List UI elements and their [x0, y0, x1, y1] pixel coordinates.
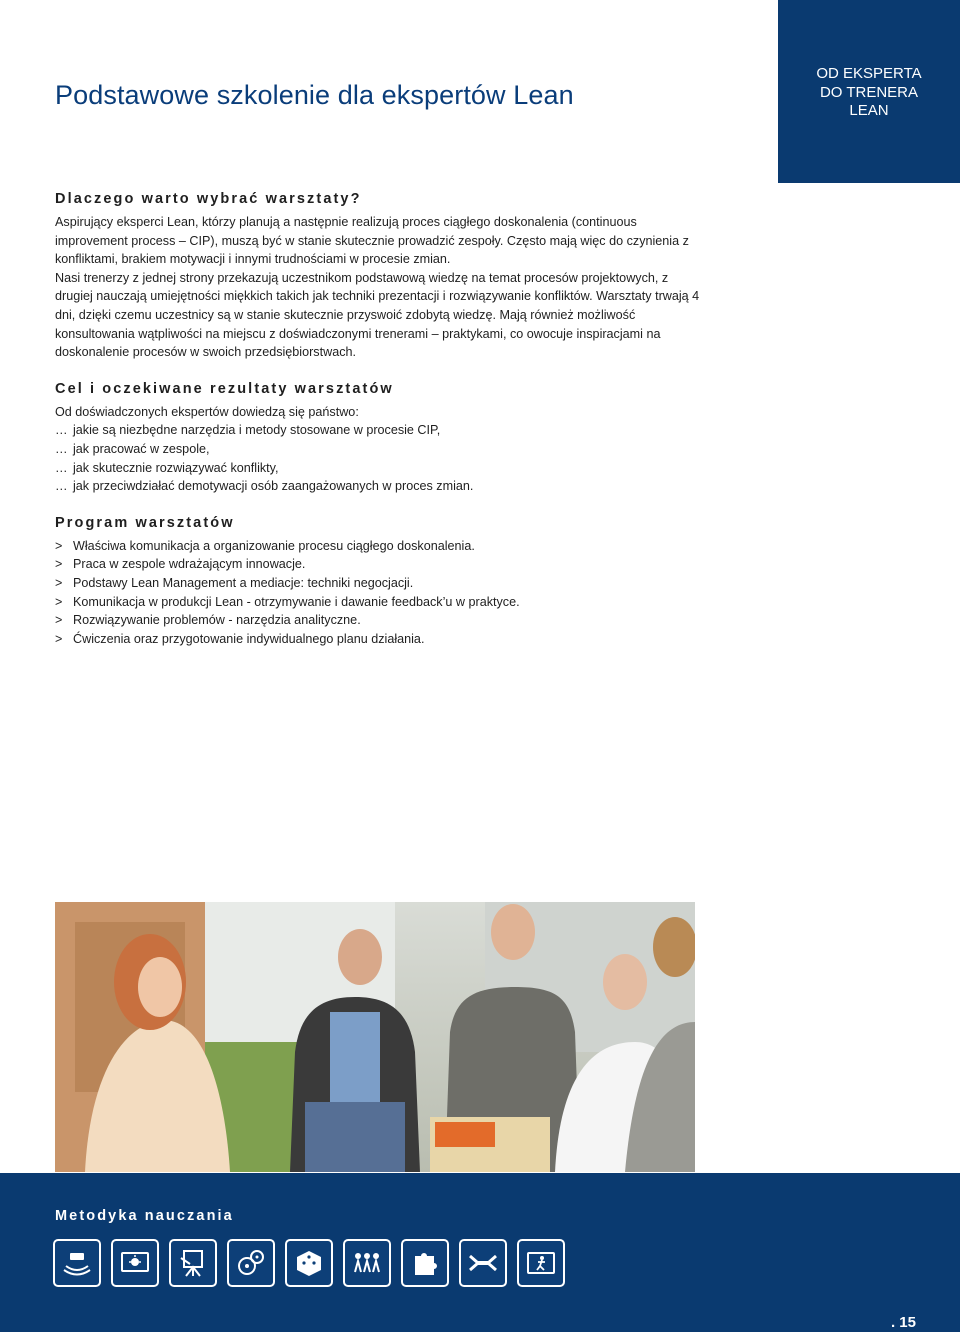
list-item: … jakie są niezbędne narzędzia i metody stosowane w procesie CIP, — [55, 421, 703, 440]
program-section — [55, 514, 703, 649]
puzzle-icon — [401, 1239, 449, 1287]
list-item: > Ćwiczenia oraz przygotowanie indywidualnego planu działania. — [55, 630, 703, 649]
list-item: … jak przeciwdziałać demotywacji osób zaangażowanych w proces zmian. — [55, 477, 703, 496]
goals-intro: Od doświadczonych ekspertów dowiedzą się państwo: — [55, 404, 359, 419]
exercise-icon — [517, 1239, 565, 1287]
goals-section — [55, 380, 703, 496]
program-heading: Program warsztatów — [55, 514, 235, 531]
methodology-icons — [53, 1239, 565, 1287]
group-icon — [343, 1239, 391, 1287]
section-tag-line-2: DO TRENERA — [819, 83, 919, 101]
section-tag-line-3: LEAN — [849, 102, 889, 119]
why-paragraph-2: Nasi trenerzy z jednej strony przekazują uczestnikom podstawową wiedzę na temat procesów projektowych, z drugiej nauczają umiejętności miękkich takich jak techniki prezentacji i rozwiązywanie konfliktów. Warsztaty trwają 4 dni, dzięki czemu uczestnicy są w stanie skutecznie przyswoić zdobytą wiedzę. Mają również możliwość konsultowania wątpliwości na miejscu z doświadczonymi trenerami – praktykami, co owocuje inspiracjami na doskonalenie procesów w swoich przedsiębiorstwach. — [55, 270, 700, 360]
list-marker: > — [55, 538, 63, 553]
list-item: > Rozwiązywanie problemów - narzędzia analityczne. — [55, 611, 703, 630]
list-marker: … — [55, 479, 68, 494]
film-reel-icon — [227, 1239, 275, 1287]
list-marker: … — [55, 423, 68, 438]
list-item: > Praca w zespole wdrażającym innowacje. — [55, 555, 703, 574]
flipchart-icon — [169, 1239, 217, 1287]
list-item: > Podstawy Lean Management a mediacje: techniki negocjacji. — [55, 574, 703, 593]
list-marker: > — [55, 557, 63, 572]
list-marker: … — [55, 441, 68, 456]
goals-list — [55, 421, 703, 495]
footer-band — [0, 1173, 960, 1332]
program-list — [55, 537, 703, 649]
list-marker: > — [55, 594, 63, 609]
presentation-icon — [111, 1239, 159, 1287]
lecture-icon — [53, 1239, 101, 1287]
list-item: … jak skutecznie rozwiązywać konflikty, — [55, 459, 703, 478]
dice-icon — [285, 1239, 333, 1287]
main-content — [55, 190, 703, 666]
why-section — [55, 190, 703, 362]
goals-heading: Cel i oczekiwane rezultaty warsztatów — [55, 380, 394, 397]
page-number: . 15 — [890, 1314, 916, 1331]
handshake-icon — [459, 1239, 507, 1287]
section-tag-line-1: OD EKSPERTA — [816, 65, 922, 82]
methodology-heading: Metodyka nauczania — [55, 1208, 234, 1224]
why-paragraph-1: Aspirujący eksperci Lean, którzy planują a następnie realizują proces ciągłego doskonalenia (continuous improvement process – CIP), muszą być w stanie skutecznie prowadzić zespoły. Często mają więc do czynienia z konfliktami, brakiem motywacji i innymi trudnościami w procesie zmian. — [55, 215, 689, 267]
why-heading: Dlaczego warto wybrać warsztaty? — [55, 191, 362, 207]
list-item: > Właściwa komunikacja a organizowanie procesu ciągłego doskonalenia. — [55, 537, 703, 556]
list-marker: > — [55, 613, 63, 628]
list-marker: > — [55, 631, 63, 646]
list-item: … jak pracować w zespole, — [55, 440, 703, 459]
list-marker: … — [55, 460, 68, 475]
list-item: > Komunikacja w produkcji Lean - otrzymywanie i dawanie feedback’u w praktyce. — [55, 593, 703, 612]
page-title: Podstawowe szkolenie dla ekspertów Lean — [55, 80, 574, 111]
section-tag — [778, 0, 960, 183]
workshop-photo — [55, 902, 695, 1172]
list-marker: > — [55, 575, 63, 590]
